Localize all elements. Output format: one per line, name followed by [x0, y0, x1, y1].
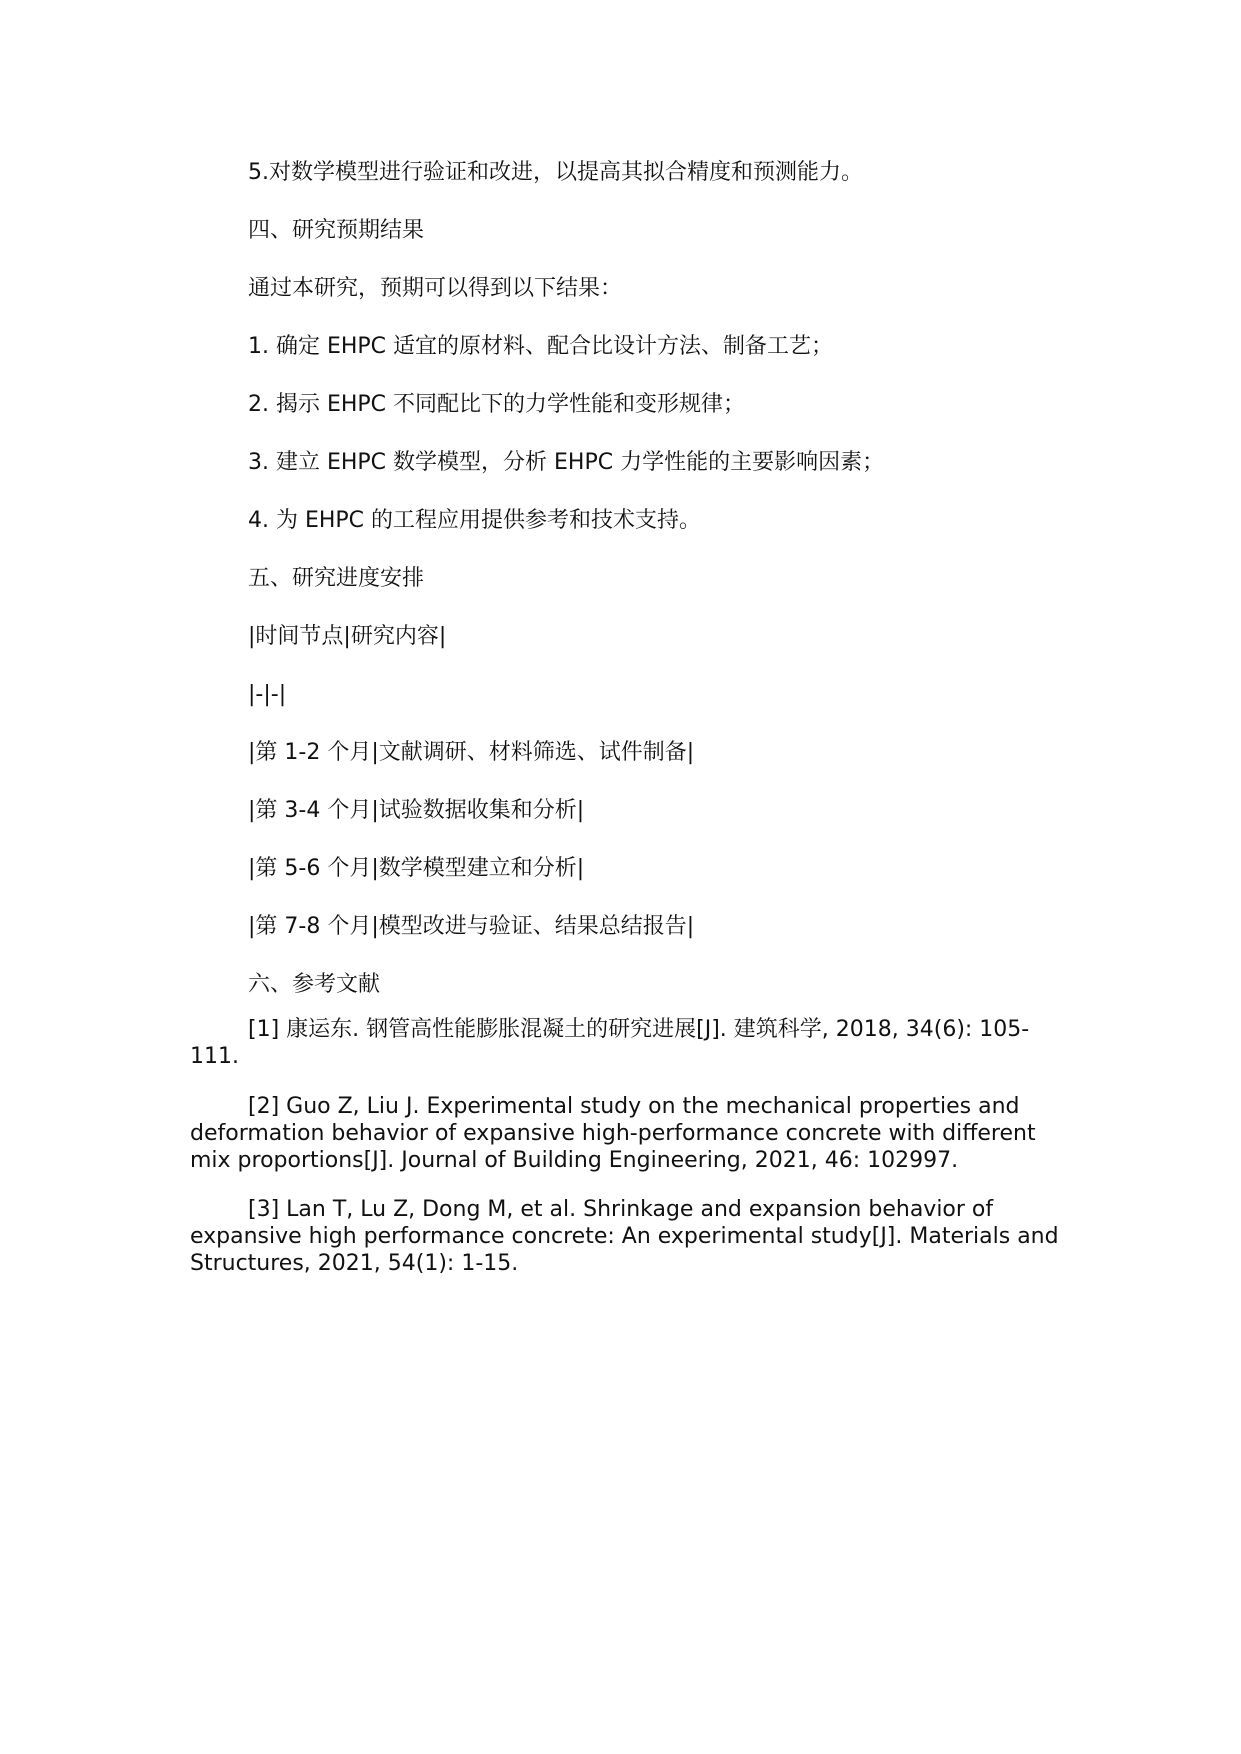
result-item: 2. 揭示 EHPC 不同配比下的力学性能和变形规律；	[248, 392, 746, 417]
result-item: 3. 建立 EHPC 数学模型，分析 EHPC 力学性能的主要影响因素；	[248, 450, 885, 475]
content-line: 5.对数学模型进行验证和改进，以提高其拟合精度和预测能力。	[248, 160, 863, 185]
reference-item: [1] 康运东. 钢管高性能膨胀混凝土的研究进展[J]. 建筑科学, 2018, 34(6): 105-111.	[190, 1017, 1030, 1069]
schedule-table-row: |第 7-8 个月|模型改进与验证、结果总结报告|	[248, 914, 695, 939]
result-item: 1. 确定 EHPC 适宜的原材料、配合比设计方法、制备工艺；	[248, 334, 834, 359]
schedule-table-row: |第 1-2 个月|文献调研、材料筛选、试件制备|	[248, 740, 695, 765]
result-item: 4. 为 EHPC 的工程应用提供参考和技术支持。	[248, 508, 702, 533]
schedule-table-header: |时间节点|研究内容|	[248, 624, 447, 649]
reference-item: [3] Lan T, Lu Z, Dong M, et al. Shrinkage and expansion behavior of expansive high performance concrete: An experimental study[J]. Materials and Structures, 2021, 54(1): 1-15.	[190, 1197, 1059, 1276]
section-heading-expected-results: 四、研究预期结果	[248, 218, 425, 243]
content-line: 通过本研究，预期可以得到以下结果：	[248, 276, 623, 301]
schedule-table-separator: |-|-|	[248, 682, 287, 707]
reference-item: [2] Guo Z, Liu J. Experimental study on the mechanical properties and deformation behavior of expansive high-performance concrete with different mix proportions[J]. Journal of Building Engineering, 2021, 46: 102997.	[190, 1094, 1036, 1173]
schedule-table-row: |第 3-4 个月|试验数据收集和分析|	[248, 798, 585, 823]
section-heading-references: 六、参考文献	[248, 972, 381, 997]
schedule-table-row: |第 5-6 个月|数学模型建立和分析|	[248, 856, 585, 881]
section-heading-schedule: 五、研究进度安排	[248, 566, 425, 591]
